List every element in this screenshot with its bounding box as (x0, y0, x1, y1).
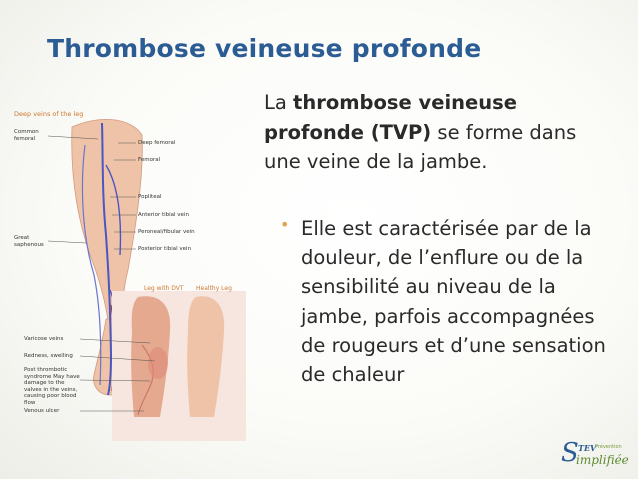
figure-top-title: Deep veins of the leg (14, 110, 84, 118)
figure-label-redness-swelling: Redness, swelling (24, 353, 73, 359)
figure-title-healthy-leg: Healthy Leg (196, 285, 232, 292)
figure-label-deep-femoral: Deep femoral (138, 140, 176, 146)
figure-label-common-femoral: Common femoral (14, 129, 39, 142)
figure-label-posterior-tibial: Posterior tibial vein (138, 246, 192, 252)
figure-label-post-thrombotic: Post thrombotic syndrome May have damage to the valves in the veins, causing poor blood flow (24, 367, 80, 406)
main-paragraph-bold-term: thrombose veineuse profonde (TVP) (264, 91, 517, 144)
logo-word: implifiée (576, 453, 629, 467)
figure-label-great-saphenous: Great saphenous (14, 235, 44, 248)
tev-simplifiee-logo (561, 438, 629, 471)
slide-body (264, 88, 609, 387)
slide-title: Thrombose veineuse profonde (47, 34, 482, 63)
logo-initial: S (561, 438, 579, 468)
logo-tagline: Prévention (595, 444, 622, 450)
figure-label-peroneal: Peroneal/fibular vein (138, 229, 195, 235)
main-paragraph (264, 88, 609, 177)
bullet-item (280, 214, 610, 389)
bullet-marker-icon: • (280, 215, 290, 234)
figure-label-venous-ulcer: Venous ulcer (24, 408, 60, 414)
figure-label-popliteal: Popliteal (138, 194, 162, 200)
figure-label-femoral: Femoral (138, 157, 161, 163)
figure-label-anterior-tibial: Anterior tibial vein (138, 212, 189, 218)
figure-label-varicose-veins: Varicose veins (24, 336, 64, 342)
logo-tev: TEV (578, 443, 597, 453)
main-paragraph-prefix: La (264, 91, 294, 114)
main-paragraph-suffix: se forme dans une veine de la jambe. (264, 120, 577, 173)
figure-title-leg-with-dvt: Leg with DVT (144, 285, 184, 292)
leg-anatomy-figure (10, 105, 250, 441)
bullet-text: Elle est caractérisée par de la douleur, de l’enflure ou de la sensibilité au niveau de la jambe, parfois accompagnées de rougeurs et d’une sensation de chaleur (301, 217, 606, 387)
